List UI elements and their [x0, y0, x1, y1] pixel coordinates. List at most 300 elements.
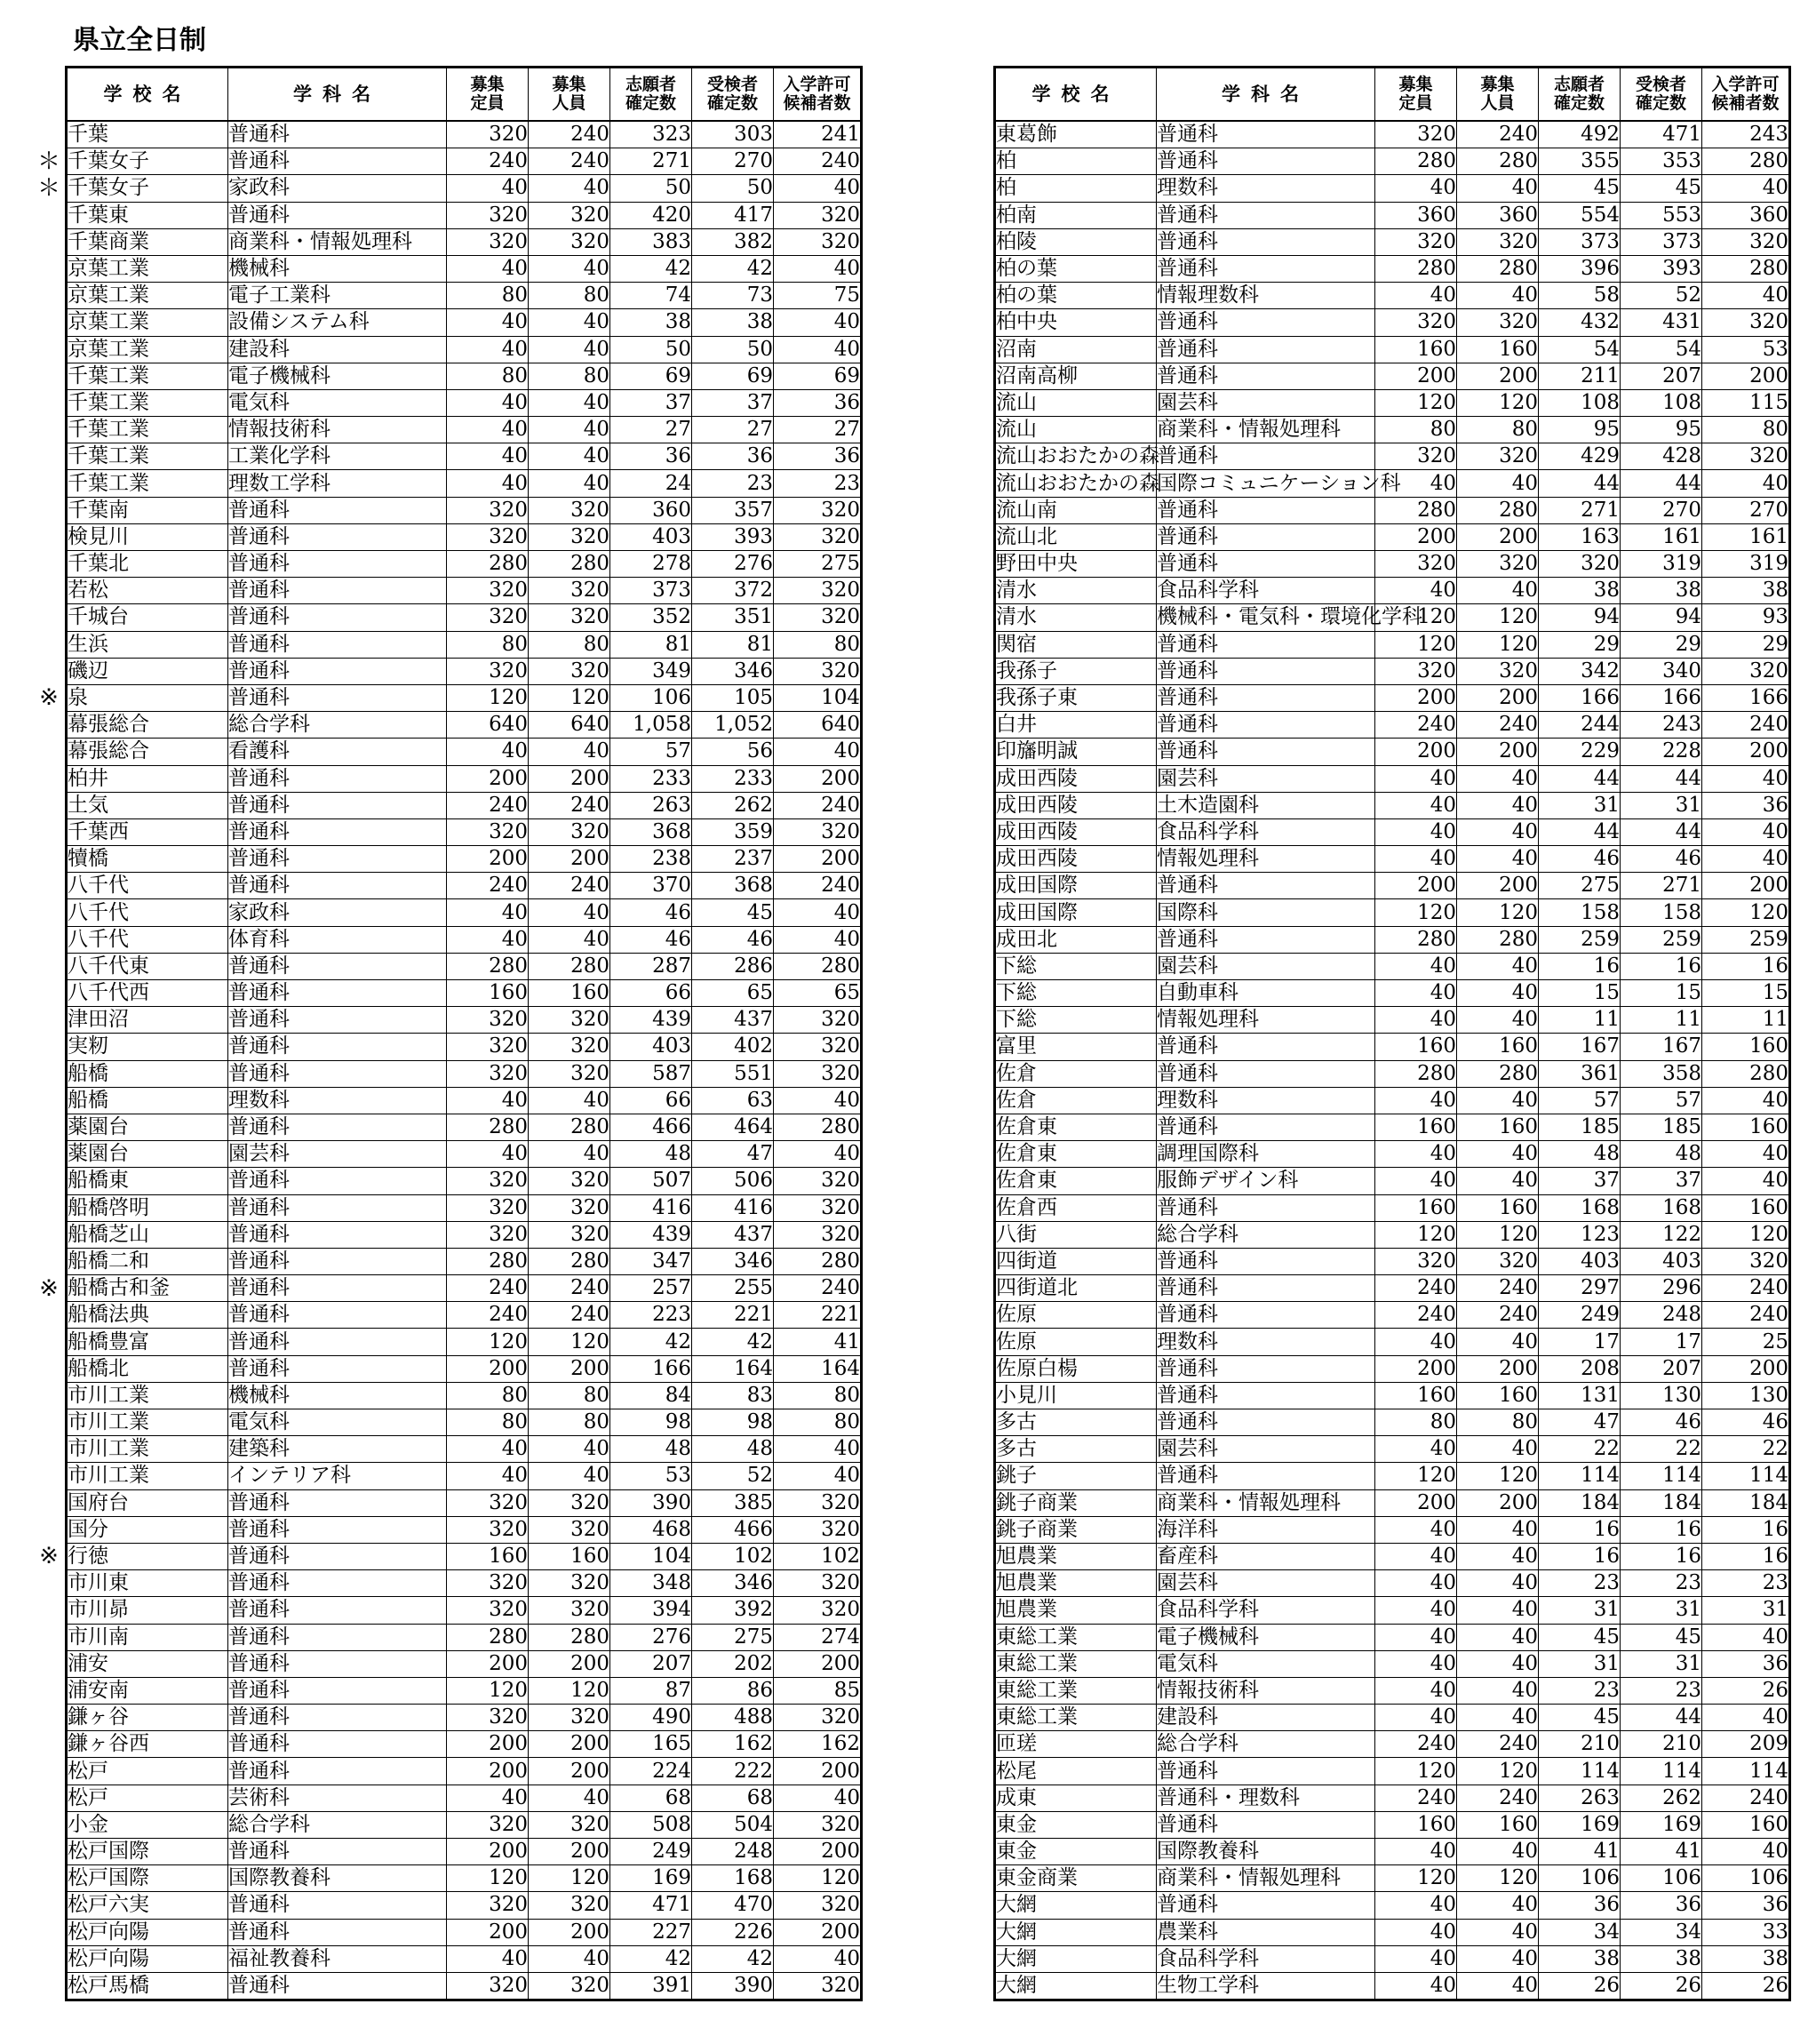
dept-name: 食品科学科 — [1157, 1945, 1375, 1972]
dept-name: 普通科 — [228, 604, 447, 631]
dept-name: 普通科 — [1157, 873, 1375, 899]
recruit-value: 40 — [1457, 953, 1539, 979]
recruit-value: 40 — [1457, 1436, 1539, 1463]
examinees-value: 50 — [692, 336, 774, 363]
capacity-value: 320 — [1375, 1248, 1457, 1274]
examinees-value: 1,052 — [692, 712, 774, 739]
dept-name: 普通科 — [228, 1302, 447, 1329]
examinees-value: 11 — [1621, 1007, 1702, 1034]
table-row — [67, 1463, 862, 1489]
capacity-value: 200 — [1375, 739, 1457, 765]
applicants-value: 27 — [610, 417, 692, 443]
school-name: 東総工業 — [995, 1705, 1157, 1731]
table-row — [995, 1811, 1790, 1838]
applicants-value: 416 — [610, 1194, 692, 1221]
recruit-value: 40 — [1457, 1677, 1539, 1704]
dept-name: 普通科 — [228, 1892, 447, 1919]
dept-name: 普通科 — [1157, 1892, 1375, 1919]
capacity-value: 200 — [1375, 1489, 1457, 1516]
header-admitted: 入学許可 候補者数 — [774, 68, 862, 122]
school-name: 千葉商業 — [67, 228, 228, 255]
applicants-value: 223 — [610, 1302, 692, 1329]
dept-name: 普通科 — [228, 1705, 447, 1731]
examinees-value: 210 — [1621, 1731, 1702, 1758]
dept-name: 総合学科 — [1157, 1731, 1375, 1758]
admitted-value: 240 — [1702, 1302, 1790, 1329]
recruit-value: 320 — [529, 523, 610, 550]
dept-name: 普通科 — [1157, 443, 1375, 470]
school-name: 佐倉 — [995, 1087, 1157, 1114]
dept-name: 園芸科 — [1157, 953, 1375, 979]
admitted-value: 40 — [1702, 1624, 1790, 1650]
recruit-value: 40 — [1457, 1945, 1539, 1972]
applicants-value: 42 — [610, 1329, 692, 1355]
table-row — [995, 1302, 1790, 1329]
applicants-value: 84 — [610, 1382, 692, 1409]
examinees-value: 83 — [692, 1382, 774, 1409]
dept-name: 普通科 — [1157, 523, 1375, 550]
examinees-value: 106 — [1621, 1865, 1702, 1892]
examinees-value: 16 — [1621, 1543, 1702, 1569]
school-name: 松戸 — [67, 1785, 228, 1811]
applicants-value: 1,058 — [610, 712, 692, 739]
examinees-value: 390 — [692, 1972, 774, 2000]
header-applicants: 志願者 確定数 — [1539, 68, 1621, 122]
recruit-value: 320 — [1457, 551, 1539, 578]
capacity-value: 320 — [1375, 309, 1457, 336]
table-row — [67, 1624, 862, 1650]
table-row — [995, 283, 1790, 309]
applicants-value: 15 — [1539, 980, 1621, 1007]
school-name: 成田北 — [995, 926, 1157, 953]
admitted-value: 40 — [774, 255, 862, 282]
admitted-value: 40 — [774, 1087, 862, 1114]
dept-name: 普通科 — [1157, 1355, 1375, 1382]
school-name: 千葉工業 — [67, 470, 228, 497]
capacity-value: 200 — [1375, 873, 1457, 899]
school-name: 流山おおたかの森 — [995, 470, 1157, 497]
recruit-value: 120 — [1457, 604, 1539, 631]
dept-name: 国際科 — [1157, 899, 1375, 926]
applicants-value: 48 — [1539, 1141, 1621, 1168]
examinees-value: 393 — [1621, 255, 1702, 282]
admitted-value: 280 — [1702, 255, 1790, 282]
applicants-value: 468 — [610, 1516, 692, 1543]
applicants-value: 38 — [1539, 1945, 1621, 1972]
examinees-value: 63 — [692, 1087, 774, 1114]
dept-name: 機械科 — [228, 1382, 447, 1409]
capacity-value: 240 — [1375, 1731, 1457, 1758]
admitted-value: 40 — [774, 899, 862, 926]
dept-name: 機械科・電気科・環境化学科 — [1157, 604, 1375, 631]
admitted-value: 40 — [774, 739, 862, 765]
examinees-value: 385 — [692, 1489, 774, 1516]
school-name: 流山 — [995, 417, 1157, 443]
recruit-value: 40 — [1457, 175, 1539, 202]
admitted-value: 130 — [1702, 1382, 1790, 1409]
dept-name: 普通科 — [1157, 551, 1375, 578]
school-name: 関宿 — [995, 631, 1157, 658]
table-row — [67, 121, 862, 148]
dept-name: 普通科 — [1157, 1060, 1375, 1087]
school-name: 流山 — [995, 389, 1157, 416]
dept-name: 総合学科 — [228, 712, 447, 739]
admitted-value: 120 — [1702, 1221, 1790, 1248]
admitted-value: 320 — [774, 1597, 862, 1624]
examinees-value: 23 — [1621, 1570, 1702, 1597]
table-row — [995, 1731, 1790, 1758]
recruit-value: 200 — [1457, 523, 1539, 550]
capacity-value: 240 — [447, 873, 529, 899]
capacity-value: 240 — [1375, 1785, 1457, 1811]
examinees-value: 346 — [692, 658, 774, 684]
recruit-value: 320 — [1457, 309, 1539, 336]
school-name: 鎌ヶ谷 — [67, 1705, 228, 1731]
applicants-value: 244 — [1539, 712, 1621, 739]
admitted-value: 320 — [774, 1811, 862, 1838]
table-row — [67, 1489, 862, 1516]
applicants-value: 169 — [610, 1865, 692, 1892]
capacity-value: 40 — [1375, 1141, 1457, 1168]
table-row — [67, 1114, 862, 1140]
dept-name: 土木造園科 — [1157, 792, 1375, 818]
table-row — [995, 1785, 1790, 1811]
school-name: 小見川 — [995, 1382, 1157, 1409]
examinees-value: 50 — [692, 175, 774, 202]
admitted-value: 41 — [774, 1329, 862, 1355]
school-name: 犢橋 — [67, 846, 228, 873]
table-row — [995, 1114, 1790, 1140]
header-dept: 学科名 — [1157, 68, 1375, 122]
applicants-value: 34 — [1539, 1919, 1621, 1945]
capacity-value: 40 — [447, 1785, 529, 1811]
recruit-value: 160 — [529, 980, 610, 1007]
recruit-value: 40 — [529, 470, 610, 497]
admitted-value: 80 — [774, 631, 862, 658]
school-name: 佐原 — [995, 1302, 1157, 1329]
recruit-value: 40 — [1457, 980, 1539, 1007]
school-name: 京葉工業 — [67, 255, 228, 282]
capacity-value: 120 — [447, 1865, 529, 1892]
recruit-value: 80 — [529, 363, 610, 389]
examinees-value: 31 — [1621, 792, 1702, 818]
school-name: 船橋古和釜 — [67, 1275, 228, 1302]
dept-name: 商業科・情報処理科 — [1157, 417, 1375, 443]
examinees-value: 15 — [1621, 980, 1702, 1007]
applicants-value: 370 — [610, 873, 692, 899]
admitted-value: 38 — [1702, 1945, 1790, 1972]
recruit-value: 120 — [1457, 1463, 1539, 1489]
dept-name: 普通科 — [228, 497, 447, 523]
school-name: 旭農業 — [995, 1543, 1157, 1569]
examinees-value: 168 — [692, 1865, 774, 1892]
applicants-value: 131 — [1539, 1382, 1621, 1409]
recruit-value: 160 — [1457, 1194, 1539, 1221]
examinees-value: 275 — [692, 1624, 774, 1650]
recruit-value: 240 — [1457, 1785, 1539, 1811]
capacity-value: 40 — [447, 926, 529, 953]
recruit-value: 280 — [529, 1248, 610, 1274]
applicants-value: 229 — [1539, 739, 1621, 765]
table-row — [995, 658, 1790, 684]
admitted-value: 120 — [774, 1865, 862, 1892]
applicants-value: 106 — [610, 684, 692, 711]
dept-name: 看護科 — [228, 739, 447, 765]
capacity-value: 40 — [447, 175, 529, 202]
recruit-value: 40 — [1457, 1650, 1539, 1677]
examinees-value: 46 — [1621, 1409, 1702, 1436]
examinees-value: 506 — [692, 1168, 774, 1194]
capacity-value: 280 — [1375, 255, 1457, 282]
capacity-value: 160 — [1375, 1194, 1457, 1221]
admitted-value: 22 — [1702, 1436, 1790, 1463]
capacity-value: 320 — [447, 1570, 529, 1597]
capacity-value: 40 — [1375, 1597, 1457, 1624]
capacity-value: 280 — [447, 1114, 529, 1140]
applicants-value: 383 — [610, 228, 692, 255]
school-name: 下総 — [995, 980, 1157, 1007]
admitted-value: 319 — [1702, 551, 1790, 578]
applicants-value: 233 — [610, 765, 692, 792]
admitted-value: 240 — [1702, 1785, 1790, 1811]
capacity-value: 40 — [1375, 1329, 1457, 1355]
examinees-value: 161 — [1621, 523, 1702, 550]
table-row — [67, 846, 862, 873]
examinees-value: 207 — [1621, 363, 1702, 389]
admitted-value: 280 — [774, 1114, 862, 1140]
table-row — [995, 523, 1790, 550]
examinees-value: 95 — [1621, 417, 1702, 443]
applicants-value: 46 — [610, 899, 692, 926]
dept-name: 園芸科 — [1157, 389, 1375, 416]
examinees-value: 393 — [692, 523, 774, 550]
capacity-value: 40 — [447, 443, 529, 470]
applicants-value: 259 — [1539, 926, 1621, 953]
admitted-value: 40 — [774, 1463, 862, 1489]
examinees-value: 185 — [1621, 1114, 1702, 1140]
table-row — [995, 712, 1790, 739]
recruit-value: 80 — [1457, 1409, 1539, 1436]
examinees-value: 351 — [692, 604, 774, 631]
recruit-value: 360 — [1457, 202, 1539, 228]
capacity-value: 280 — [447, 1248, 529, 1274]
examinees-value: 44 — [1621, 818, 1702, 845]
table-row — [67, 1409, 862, 1436]
capacity-value: 40 — [447, 389, 529, 416]
applicants-value: 42 — [610, 1945, 692, 1972]
dept-name: 食品科学科 — [1157, 578, 1375, 604]
applicants-value: 114 — [1539, 1463, 1621, 1489]
applicants-value: 396 — [1539, 255, 1621, 282]
table-row — [995, 1892, 1790, 1919]
school-name: 成田西陵 — [995, 846, 1157, 873]
admitted-value: 200 — [1702, 739, 1790, 765]
admitted-value: 320 — [774, 1892, 862, 1919]
recruit-value: 160 — [1457, 336, 1539, 363]
capacity-value: 160 — [447, 980, 529, 1007]
capacity-value: 40 — [447, 309, 529, 336]
recruit-value: 120 — [529, 684, 610, 711]
recruit-value: 40 — [529, 443, 610, 470]
admitted-value: 200 — [774, 1650, 862, 1677]
recruit-value: 200 — [1457, 739, 1539, 765]
capacity-value: 40 — [447, 1087, 529, 1114]
school-name: 流山おおたかの森 — [995, 443, 1157, 470]
table-row — [67, 953, 862, 979]
applicants-value: 68 — [610, 1785, 692, 1811]
admitted-value: 200 — [774, 765, 862, 792]
school-name: 市川工業 — [67, 1409, 228, 1436]
admitted-value: 40 — [1702, 1141, 1790, 1168]
table-row — [67, 1355, 862, 1382]
table-row — [995, 1489, 1790, 1516]
examinees-value: 340 — [1621, 658, 1702, 684]
admitted-value: 160 — [1702, 1034, 1790, 1060]
dept-name: 電子工業科 — [228, 283, 447, 309]
applicants-value: 403 — [1539, 1248, 1621, 1274]
school-name: 船橋 — [67, 1060, 228, 1087]
recruit-value: 320 — [529, 1972, 610, 2000]
school-name: 京葉工業 — [67, 309, 228, 336]
table-row — [67, 1302, 862, 1329]
applicants-value: 403 — [610, 523, 692, 550]
admitted-value: 240 — [774, 873, 862, 899]
school-name: 銚子 — [995, 1463, 1157, 1489]
recruit-value: 240 — [1457, 1275, 1539, 1302]
admitted-value: 69 — [774, 363, 862, 389]
admitted-value: 320 — [774, 1007, 862, 1034]
applicants-value: 123 — [1539, 1221, 1621, 1248]
examinees-value: 167 — [1621, 1034, 1702, 1060]
applicants-value: 106 — [1539, 1865, 1621, 1892]
admitted-value: 40 — [1702, 1168, 1790, 1194]
dept-name: 電子機械科 — [1157, 1624, 1375, 1650]
school-name: 清水 — [995, 604, 1157, 631]
school-name: 国府台 — [67, 1489, 228, 1516]
recruit-value: 40 — [529, 1785, 610, 1811]
examinees-value: 81 — [692, 631, 774, 658]
capacity-value: 200 — [447, 1355, 529, 1382]
school-name: 八千代 — [67, 873, 228, 899]
school-name: 我孫子東 — [995, 684, 1157, 711]
recruit-value: 200 — [1457, 363, 1539, 389]
recruit-value: 40 — [1457, 1168, 1539, 1194]
admitted-value: 320 — [774, 1972, 862, 2000]
table-row — [995, 1597, 1790, 1624]
dept-name: 普通科 — [228, 1624, 447, 1650]
applicants-value: 41 — [1539, 1839, 1621, 1865]
dept-name: 普通科 — [1157, 658, 1375, 684]
school-name: 船橋二和 — [67, 1248, 228, 1274]
capacity-value: 320 — [1375, 658, 1457, 684]
dept-name: 理数科 — [1157, 1087, 1375, 1114]
table-row — [67, 765, 862, 792]
applicants-value: 167 — [1539, 1034, 1621, 1060]
examinees-value: 54 — [1621, 336, 1702, 363]
capacity-value: 40 — [447, 1141, 529, 1168]
capacity-value: 40 — [447, 1945, 529, 1972]
table-row — [67, 818, 862, 845]
admitted-value: 243 — [1702, 121, 1790, 148]
examinees-value: 237 — [692, 846, 774, 873]
dept-name: 普通科 — [228, 1972, 447, 2000]
applicants-value: 271 — [610, 148, 692, 175]
applicants-value: 87 — [610, 1677, 692, 1704]
capacity-value: 320 — [447, 497, 529, 523]
capacity-value: 120 — [1375, 1758, 1457, 1785]
capacity-value: 320 — [447, 228, 529, 255]
school-name: 松戸向陽 — [67, 1945, 228, 1972]
capacity-value: 80 — [1375, 1409, 1457, 1436]
table-row — [995, 1570, 1790, 1597]
examinees-value: 372 — [692, 578, 774, 604]
applicants-value: 163 — [1539, 523, 1621, 550]
school-name: 浦安 — [67, 1650, 228, 1677]
examinees-value: 73 — [692, 283, 774, 309]
recruit-value: 320 — [529, 1489, 610, 1516]
school-name: 京葉工業 — [67, 336, 228, 363]
applicants-value: 249 — [1539, 1302, 1621, 1329]
capacity-value: 200 — [1375, 684, 1457, 711]
admitted-value: 320 — [774, 228, 862, 255]
table-row — [995, 363, 1790, 389]
capacity-value: 200 — [447, 1919, 529, 1945]
admitted-value: 280 — [1702, 148, 1790, 175]
capacity-value: 240 — [447, 1302, 529, 1329]
table-row — [995, 1355, 1790, 1382]
recruit-value: 320 — [529, 658, 610, 684]
applicants-value: 355 — [1539, 148, 1621, 175]
applicants-value: 50 — [610, 175, 692, 202]
admitted-value: 200 — [774, 846, 862, 873]
table-row — [995, 1275, 1790, 1302]
admitted-value: 320 — [774, 202, 862, 228]
capacity-value: 40 — [1375, 1945, 1457, 1972]
examinees-value: 38 — [1621, 578, 1702, 604]
admitted-value: 75 — [774, 283, 862, 309]
table-row — [67, 658, 862, 684]
capacity-value: 40 — [447, 1463, 529, 1489]
examinees-value: 464 — [692, 1114, 774, 1140]
admitted-value: 320 — [774, 658, 862, 684]
recruit-value: 40 — [529, 255, 610, 282]
school-name: 千葉 — [67, 121, 228, 148]
table-row — [995, 739, 1790, 765]
school-name: 千葉東 — [67, 202, 228, 228]
capacity-value: 120 — [447, 684, 529, 711]
recruit-value: 40 — [529, 899, 610, 926]
table-row — [67, 1436, 862, 1463]
admitted-value: 320 — [774, 1221, 862, 1248]
dept-name: 普通科 — [228, 1275, 447, 1302]
applicants-value: 46 — [1539, 846, 1621, 873]
dept-name: 普通科 — [1157, 684, 1375, 711]
capacity-value: 40 — [1375, 1839, 1457, 1865]
capacity-value: 80 — [1375, 417, 1457, 443]
admitted-value: 33 — [1702, 1919, 1790, 1945]
capacity-value: 40 — [447, 255, 529, 282]
dept-name: 電気科 — [1157, 1650, 1375, 1677]
recruit-value: 40 — [529, 417, 610, 443]
recruit-value: 240 — [1457, 121, 1539, 148]
recruit-value: 280 — [1457, 255, 1539, 282]
recruit-value: 40 — [529, 926, 610, 953]
admitted-value: 184 — [1702, 1489, 1790, 1516]
capacity-value: 320 — [447, 1892, 529, 1919]
examinees-value: 38 — [1621, 1945, 1702, 1972]
applicants-value: 507 — [610, 1168, 692, 1194]
capacity-value: 40 — [1375, 283, 1457, 309]
